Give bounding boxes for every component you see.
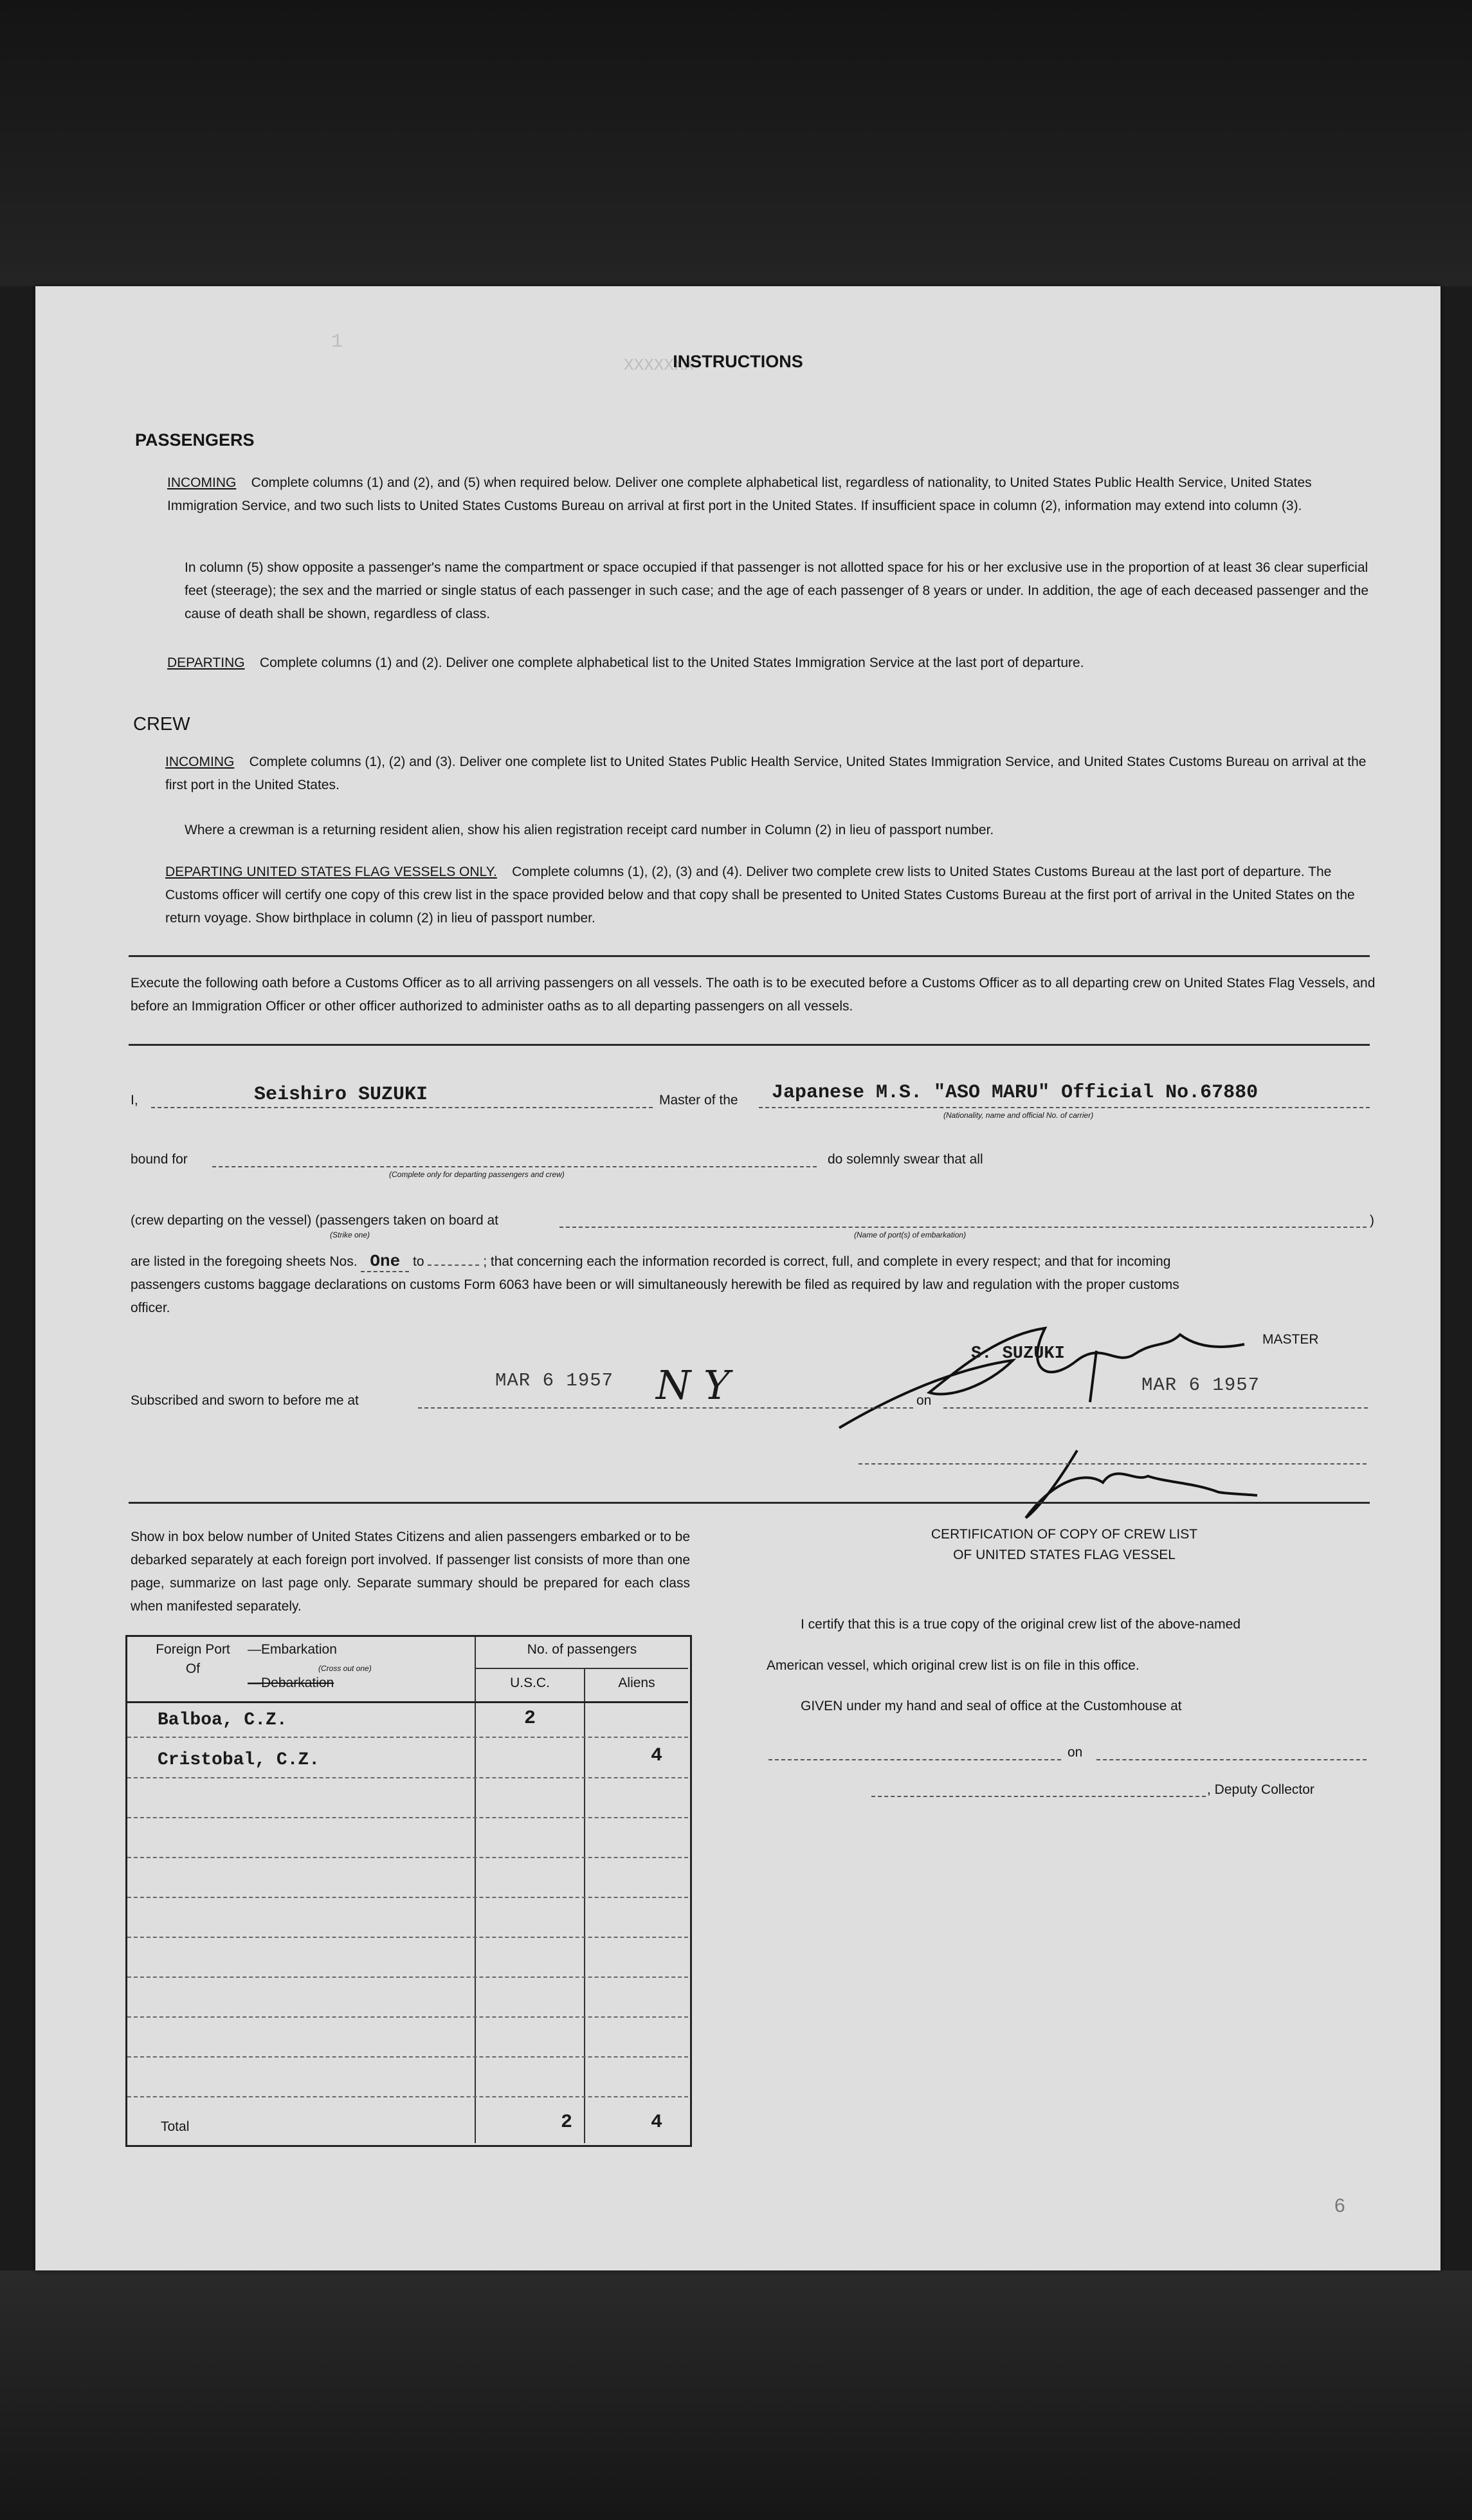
passengers-heading: PASSENGERS: [135, 430, 255, 450]
oath-execute-paragraph: Execute the following oath before a Customs Officer as to all arriving passengers on all vessels. The oath is to be executed before a Customs Officer as to all departing crew on United States Flag Vessels, and before an Immigration Officer or other officer authorized to administer oaths as to all departing passengers on all vessels.: [131, 976, 1376, 1014]
instructions-title: INSTRUCTIONS: [673, 352, 803, 371]
row-1-port: Cristobal, C.Z.: [158, 1750, 320, 1770]
passengers-incoming-label: INCOMING: [167, 475, 237, 490]
header-no-passengers: No. of passengers: [527, 1642, 637, 1657]
table-divider: [475, 1668, 688, 1669]
strike-caption: (Strike one): [330, 1230, 370, 1239]
crew-incoming-text: Complete columns (1), (2) and (3). Deliver one complete list to United States Public Health Service, United States Immigration Service, and United States Customs Bureau on arrival at the first port in the United States.: [165, 754, 1367, 792]
total-usc-value: 2: [560, 2112, 572, 2133]
crew-departing-text: Complete columns (1), (2), (3) and (4). Deliver two complete crew lists to United States Customs Bureau at the last port of departure. The Customs officer will certify one copy of this crew list in the space provided below and that copy shall be presented to United States Customs Bureau at the first port of arrival in the United States on the return voyage. Show birthplace in column (2) in lieu of passport number.: [165, 864, 1355, 926]
scan-background-bottom: [0, 2270, 1472, 2520]
vessel-name: Japanese M.S. "ASO MARU" Official No.67880: [772, 1082, 1258, 1104]
passengers-departing-paragraph: [167, 652, 1379, 675]
header-debarkation: —Debarkation: [248, 1675, 334, 1690]
row-line: [127, 1817, 688, 1818]
document-sheet: [35, 286, 1440, 2270]
table-divider: [584, 1669, 585, 2143]
listed-text-3: passengers customs baggage declarations on customs Form 6063 have been or will simultaneously herewith be filed as required by law and regulation with the proper customs: [131, 1277, 1179, 1292]
listed-text-4: officer.: [131, 1301, 170, 1315]
sheet-from: One: [361, 1252, 409, 1272]
certification-line1: I certify that this is a true copy of the original crew list of the above-named: [801, 1617, 1240, 1632]
row-1-aliens-value: 4: [650, 1745, 662, 1767]
master-signature-icon: [833, 1290, 1309, 1521]
header-embarkation: —Embarkation: [248, 1642, 337, 1657]
deputy-collector-label: , Deputy Collector: [1207, 1782, 1314, 1797]
place-handwritten: N Y: [656, 1362, 730, 1409]
sheet-to-line: [428, 1265, 479, 1266]
summary-instructions: Show in box below number of United States Citizens and alien passengers embarked or to be debarked separately at each foreign port involved. If passenger list consists of more than one page, summarize on last page only. Separate summary should be prepared for each class when manifested separately.: [131, 1529, 690, 1614]
embarkation-port-line: [559, 1227, 1367, 1228]
certification-title: [775, 1524, 1354, 1566]
subscribed-label: Subscribed and sworn to before me at: [131, 1393, 359, 1408]
scan-background-top: [0, 0, 1472, 286]
officer-signature-line: [859, 1463, 1367, 1465]
date-stamp-1: MAR 6 1957: [495, 1370, 614, 1391]
row-line: [127, 2096, 688, 2097]
passengers-departing-text: Complete columns (1) and (2). Deliver one complete alphabetical list to the United States Immigration Service at the last port of departure.: [259, 655, 1084, 670]
crew-departing-paragraph: [165, 861, 1379, 930]
to-label: to: [413, 1254, 424, 1269]
master-label: MASTER: [1262, 1332, 1319, 1347]
row-line: [127, 1977, 688, 1978]
page-number: 6: [1334, 2195, 1345, 2216]
oath-i-label: I,: [131, 1093, 138, 1108]
bound-for-line: [212, 1166, 817, 1167]
vessel-line: [759, 1107, 1370, 1108]
crew-incoming-label: INCOMING: [165, 754, 235, 769]
crew-departing-label: DEPARTING UNITED STATES FLAG VESSELS ONLY.: [165, 864, 497, 879]
listed-text: are listed in the foregoing sheets Nos.: [131, 1254, 358, 1269]
row-line: [127, 1737, 688, 1738]
row-line: [127, 1777, 688, 1778]
bound-for-caption: (Complete only for departing passengers and crew): [389, 1170, 565, 1179]
certification-date-line: [1096, 1759, 1367, 1760]
passengers-incoming-text: Complete columns (1) and (2), and (5) when required below. Deliver one complete alphabetical list, regardless of nationality, to United States Public Health Service, United States Immigration Service, and two such lists to United States Customs Bureau on arrival at first port in the United States. If insufficient space in column (2), information may extend into column (3).: [167, 475, 1312, 513]
crew-departing-oath-text: (crew departing on the vessel) (passengers taken on board at: [131, 1213, 498, 1228]
signature-typed: S. SUZUKI: [971, 1344, 1065, 1364]
certification-on-label: on: [1068, 1745, 1083, 1760]
row-0-port: Balboa, C.Z.: [158, 1710, 287, 1730]
certification-place-line: [768, 1759, 1061, 1760]
certification-line2: American vessel, which original crew list is on file in this office.: [767, 1658, 1140, 1673]
bleed-through-mark: XXXXXXX: [624, 356, 695, 375]
date-stamp-2: MAR 6 1957: [1141, 1374, 1260, 1396]
row-line: [127, 2056, 688, 2058]
subscribed-on-label: on: [916, 1393, 932, 1408]
row-line: [127, 1857, 688, 1858]
bleed-through-mark: 1: [331, 331, 343, 353]
total-usc: [476, 2112, 584, 2133]
row-line: [127, 1897, 688, 1898]
total-aliens: [585, 2112, 688, 2133]
subscribed-date-line: [943, 1407, 1368, 1409]
certification-title-line2: OF UNITED STATES FLAG VESSEL: [953, 1548, 1176, 1562]
divider: [129, 1502, 1370, 1504]
certification-title-line1: CERTIFICATION OF COPY OF CREW LIST: [931, 1527, 1198, 1542]
passengers-incoming-paragraph: [167, 471, 1379, 518]
header-aliens: Aliens: [618, 1675, 655, 1690]
master-of-label: Master of the: [659, 1093, 738, 1108]
header-usc: U.S.C.: [510, 1675, 550, 1690]
row-1-aliens: [585, 1745, 688, 1767]
close-paren: ): [1370, 1213, 1374, 1228]
crew-incoming-paragraph: [165, 751, 1379, 797]
listed-text-2: ; that concerning each the information recorded is correct, full, and complete in every respect; and that for incoming: [483, 1254, 1171, 1269]
table-header-bottom: [127, 1701, 688, 1703]
deputy-collector-line: [871, 1796, 1206, 1797]
row-line: [127, 1937, 688, 1938]
master-name: Seishiro SUZUKI: [254, 1084, 428, 1106]
vessel-caption: (Nationality, name and official No. of carrier): [943, 1111, 1094, 1120]
crew-heading: CREW: [133, 714, 190, 735]
divider: [129, 955, 1370, 957]
header-cross-out: (Cross out one): [318, 1664, 372, 1673]
certification-line3: GIVEN under my hand and seal of office at the Customhouse at: [801, 1699, 1182, 1713]
divider: [129, 1044, 1370, 1046]
row-line: [127, 2016, 688, 2018]
swear-text: do solemnly swear that all: [828, 1152, 983, 1167]
total-label: Total: [161, 2119, 190, 2134]
master-name-line: [151, 1107, 653, 1108]
crew-resident-paragraph: Where a crewman is a returning resident alien, show his alien registration receipt card number in Column (2) in lieu of passport number.: [185, 823, 994, 837]
port-caption: (Name of port(s) of embarkation): [854, 1230, 967, 1239]
passengers-departing-label: DEPARTING: [167, 655, 245, 670]
header-foreign-port-of: Foreign Port Of: [156, 1642, 230, 1676]
bound-for-label: bound for: [131, 1152, 188, 1167]
row-0-usc: 2: [523, 1708, 536, 1730]
passengers-column5-paragraph: In column (5) show opposite a passenger's name the compartment or space occupied if that passenger is not allotted space for his or her exclusive use in the proportion of at least 36 clear superficial feet (steerage); the sex and the married or single status of each passenger in such case; and the age of each passenger of 8 years or under. In addition, the age of each deceased passenger and the cause of death shall be shown, regardless of class.: [185, 560, 1369, 621]
total-aliens-value: 4: [650, 2112, 662, 2133]
